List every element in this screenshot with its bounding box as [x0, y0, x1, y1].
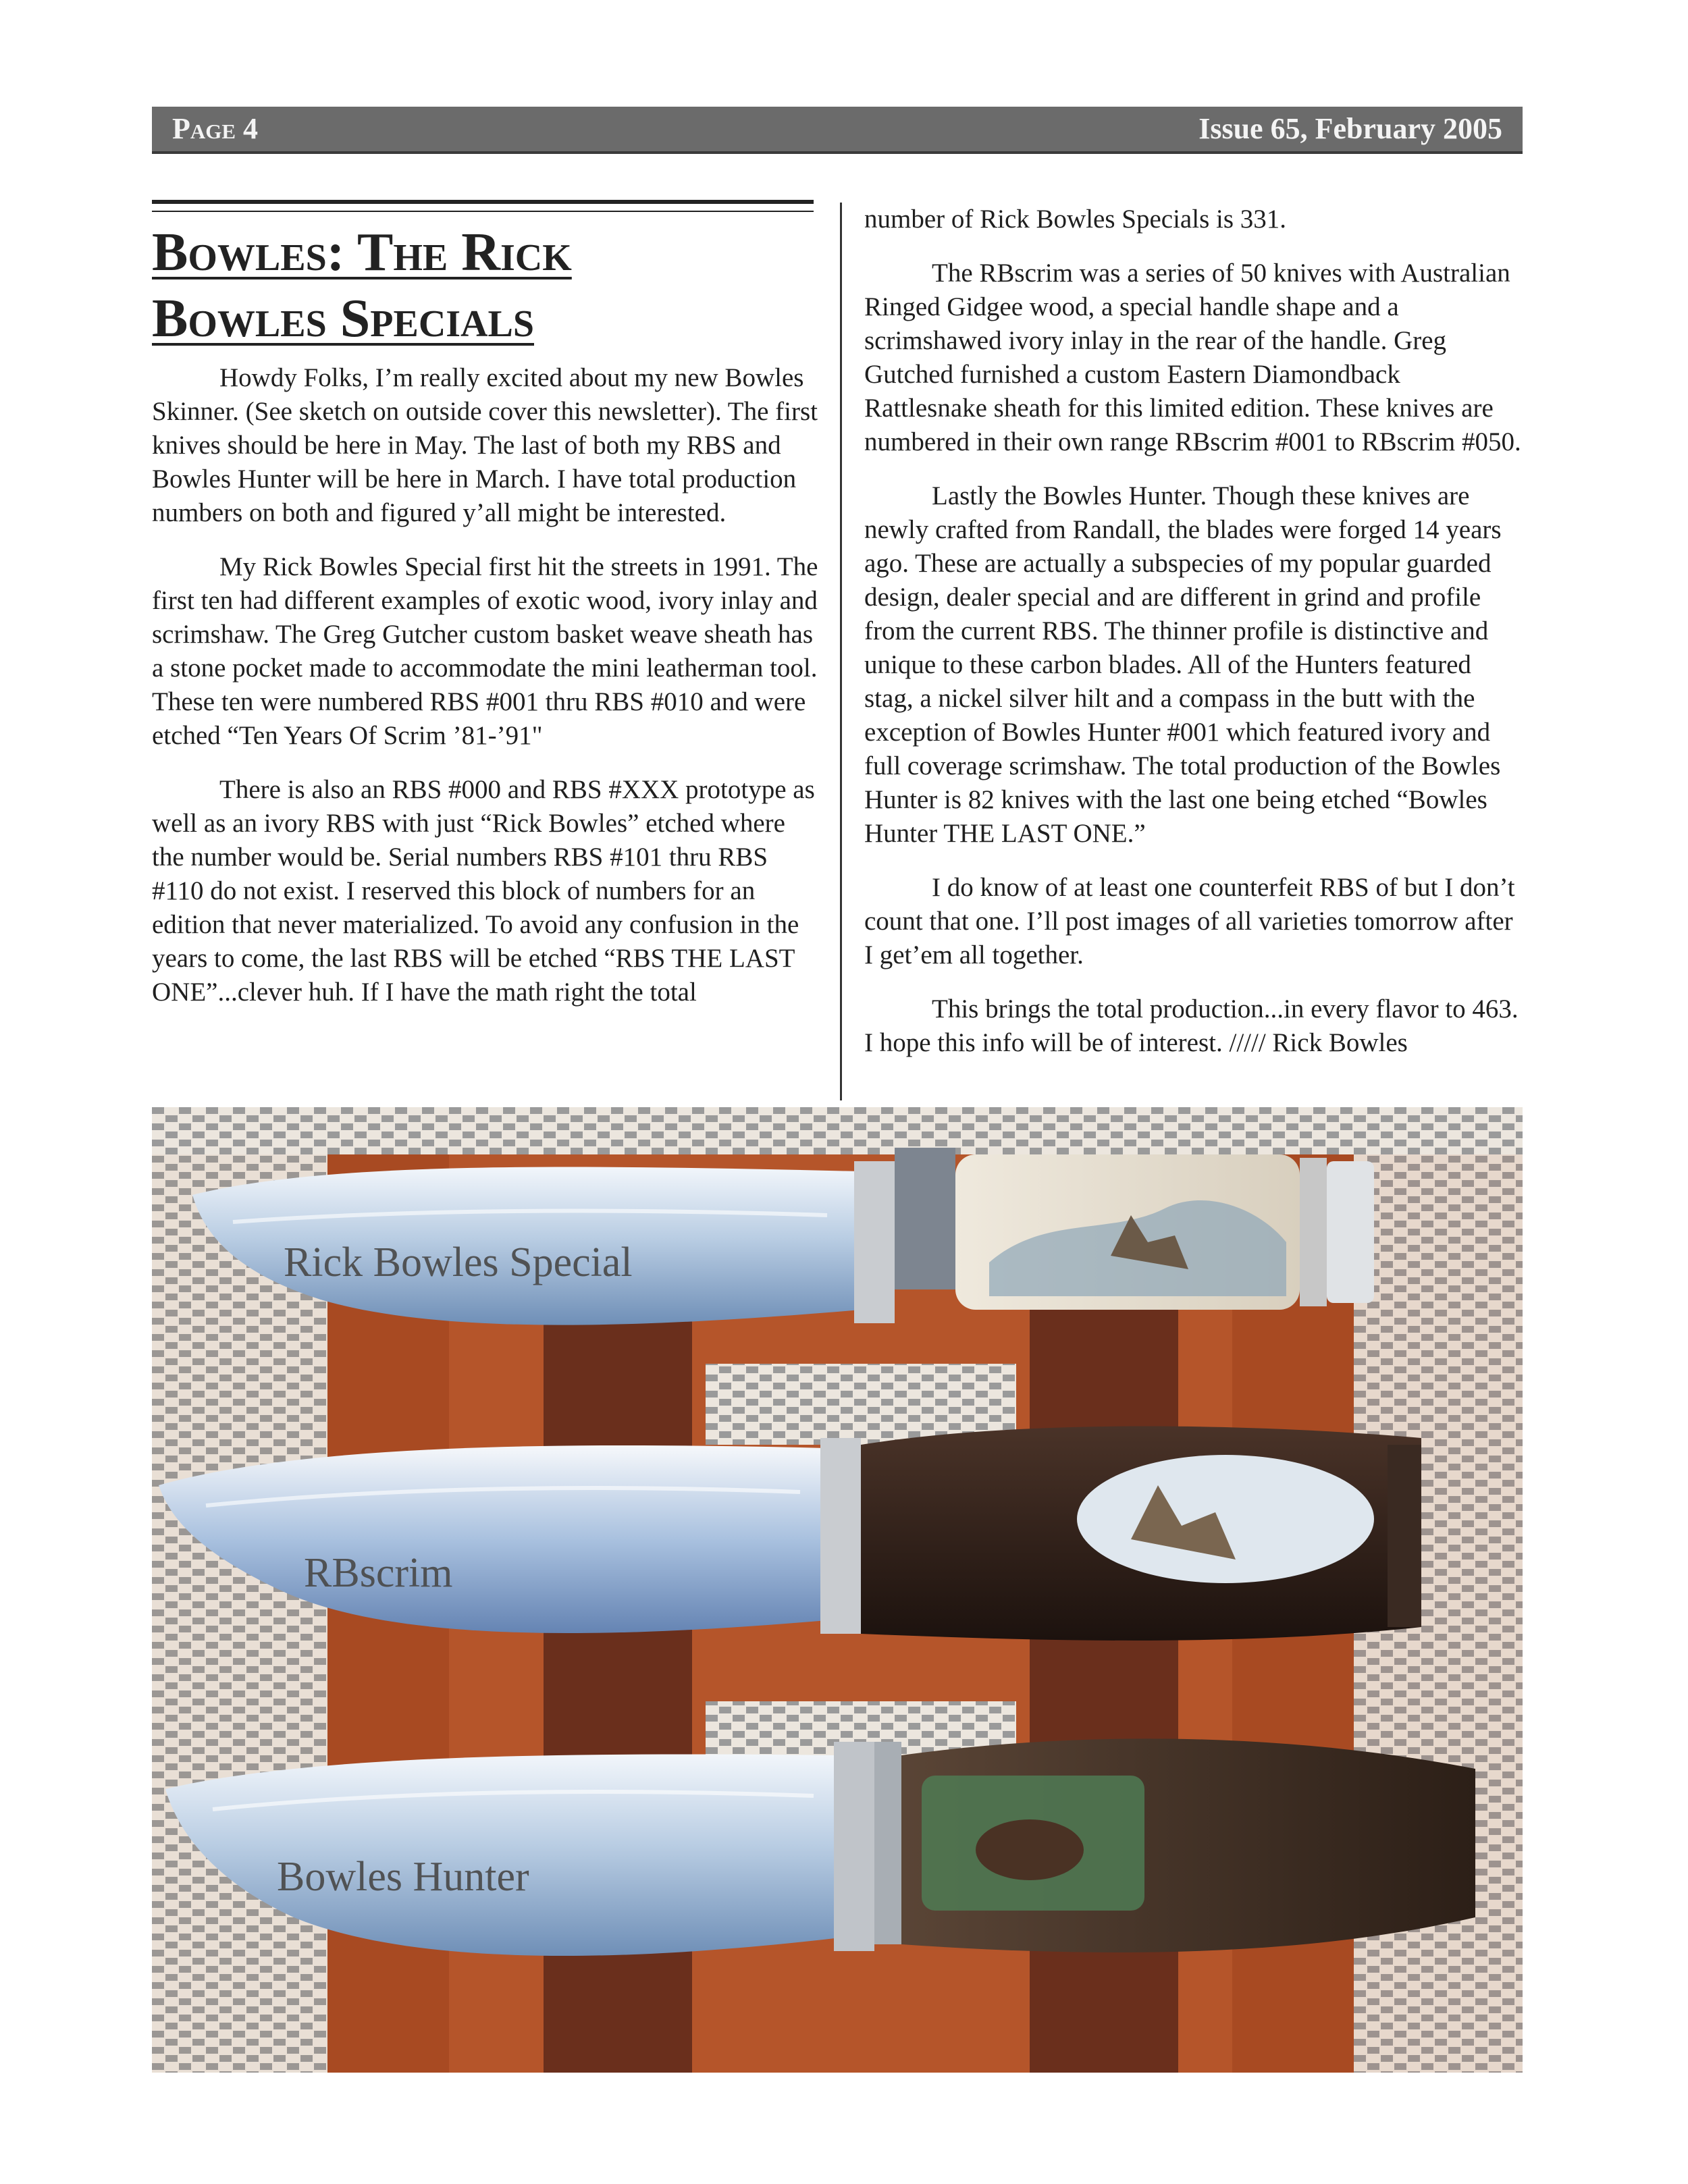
title-rule-thin [152, 211, 814, 212]
label-bowles-hunter: Bowles Hunter [277, 1854, 529, 1900]
paragraph-bowles-hunter: Lastly the Bowles Hunter. Though these knives are newly crafted from Randall, the blades were forged 14 years ago. These are actually a subspecies of my popular guarded design, dealer special and are different in grind and profile from the current RBS. The thinner profile is distinctive and unique to these carbon blades. All of the Hunters featured stag, a nickel silver hilt and a compass in the butt with the exception of Bowles Hunter #001 which featured ivory and full coverage scrimshaw. The total production of the Bowles Hunter is 82 knives with the last one being etched “Bowles Hunter THE LAST ONE.” [864, 481, 1502, 848]
knife-bowles-hunter [165, 1738, 1475, 1956]
label-rbscrim: RBscrim [304, 1550, 453, 1596]
paragraph-closing: This brings the total production...in every flavor to 463. I hope this info will be of interest. ///// Rick Bowles [864, 994, 1519, 1057]
paragraph-rbscrim: The RBscrim was a series of 50 knives with Australian Ringed Gidgee wood, a special handle shape and a scrimshawed ivory inlay in the rear of the handle. Greg Gutched furnished a custom Eastern Diamondback Rattlesnake sheath for this limited edition. These knives are numbered in their own range RBscrim #001 to RBscrim #050. [864, 259, 1521, 456]
paragraph-continuation: number of Rick Bowles Specials is 331. [864, 205, 1287, 234]
page-header-bar [152, 107, 1523, 154]
knife-rick-bowles-special [192, 1148, 1374, 1325]
knife-rbscrim [159, 1427, 1421, 1641]
rug-band [152, 1107, 1523, 1154]
label-rick-bowles-special: Rick Bowles Special [284, 1240, 633, 1285]
title-rule-thick [152, 200, 814, 204]
paragraph-intro: Howdy Folks, I’m really excited about my new Bowles Skinner. (See sketch on outside cover this newsletter). The first knives should be here in May. The last of both my RBS and Bowles Hunter will be here in March. I have total production numbers on both and figured y’all might be interested. [152, 363, 818, 527]
issue-label: Issue 65, February 2005 [1198, 112, 1502, 145]
paragraph-serial-numbers: There is also an RBS #000 and RBS #XXX prototype as well as an ivory RBS with just “Rick Bowles” etched where the number would be. Serial numbers RBS #101 thru RBS #110 do not exist. I reserved this block of numbers for an edition that never materialized. To avoid any confusion in the years to come, the last RBS will be etched “RBS THE LAST ONE”...clever huh. If I have the math right the total [152, 775, 815, 1007]
paragraph-rbs-history: My Rick Bowles Special first hit the streets in 1991. The first ten had different examples of exotic wood, ivory inlay and scrimshaw. The Greg Gutcher custom basket weave sheath has a stone pocket made to accommodate the mini leatherman tool. These ten were numbered RBS #001 thru RBS #010 and were etched “Ten Years Of Scrim ’81-’91" [152, 552, 818, 750]
article-title: Bowles: The Rick Bowles Specials [152, 223, 572, 348]
right-column [864, 203, 1523, 1080]
column-divider [840, 203, 842, 1100]
knives-photo [152, 1107, 1523, 2073]
left-column [152, 361, 820, 1030]
paragraph-counterfeit: I do know of at least one counterfeit RBS of but I don’t count that one. I’ll post images of all varieties tomorrow after I get’em all together. [864, 873, 1515, 969]
page-number: Page 4 [172, 112, 259, 145]
